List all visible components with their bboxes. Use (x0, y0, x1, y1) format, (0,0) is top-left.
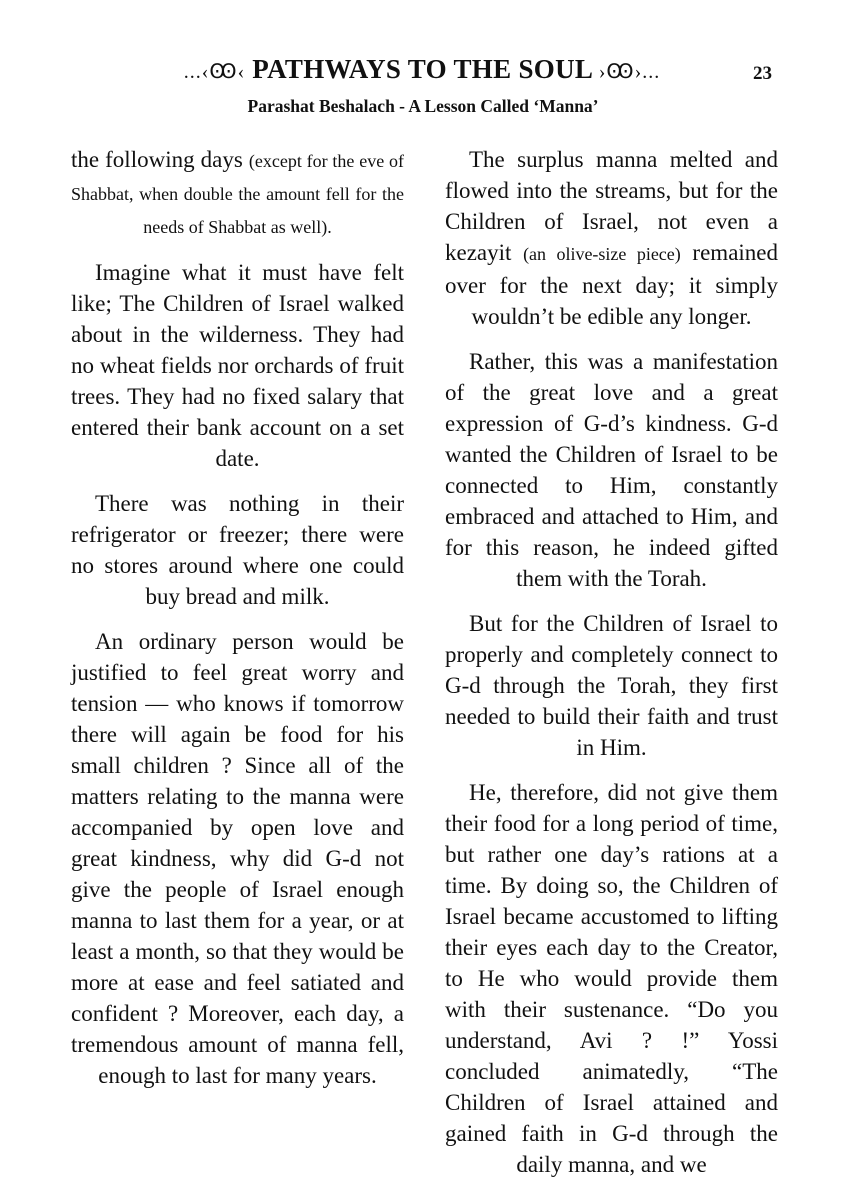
paragraph: There was nothing in their refrigerator or freezer; there were no stores around where one could buy bread and milk. (71, 491, 404, 609)
paragraph-text: The surplus manna melted and flowed into the streams, but for the Children of Israel, not even a kezayit (445, 147, 778, 265)
chapter-subtitle: Parashat Beshalach - A Lesson Called ‘Manna’ (247, 96, 599, 116)
paragraph: But for the Children of Israel to properly and completely connect to G-d through the Torah, they first needed to build their faith and trust in Him. (445, 611, 778, 760)
paragraph (71, 144, 404, 243)
right-column (445, 144, 778, 1194)
parenthetical-note: (an olive-size piece) (523, 244, 681, 264)
running-header (0, 54, 846, 88)
paragraph-text: remained over for the next day; it simply wouldn’t be edible any longer. (445, 240, 778, 329)
left-column (71, 144, 404, 1105)
ornament-right-icon: ›Ꙭ›... (598, 61, 661, 83)
parenthetical-note: (except for the eve of Shabbat, when double the amount fell for the needs of Shabbat as well). (71, 151, 404, 237)
book-title-text: PATHWAYS TO THE SOUL (252, 54, 592, 84)
paragraph (445, 144, 778, 332)
book-title (132, 54, 712, 85)
paragraph: He, therefore, did not give them their food for a long period of time, but rather one day’s rations at a time. By doing so, the Children of Israel became accustomed to lifting their eyes each day to the Creator, to He who would provide them with their sustenance. “Do you understand, Avi ? !” Yossi concluded animatedly, “The Children of Israel attained and gained faith in G-d through the daily manna, and we (445, 780, 778, 1177)
paragraph: Rather, this was a manifestation of the great love and a great expression of G-d’s kindness. G-d wanted the Children of Israel to be connected to Him, constantly embraced and attached to Him, and for this reason, he indeed gifted them with the Torah. (445, 349, 778, 591)
ornament-left-icon: ...‹Ꙭ‹ (183, 61, 246, 83)
paragraph: An ordinary person would be justified to feel great worry and tension — who knows if tomorrow there will again be food for his small children ? Since all of the matters relating to the manna were accompanied by open love and great kindness, why did G-d not give the people of Israel enough manna to last them for a year, or at least a month, so that they would be more at ease and feel satiated and confident ? Moreover, each day, a tremendous amount of manna fell, enough to last for many years. (71, 629, 404, 1088)
page-number: 23 (753, 63, 772, 84)
paragraph: Imagine what it must have felt like; The Children of Israel walked about in the wilderness. They had no wheat fields nor orchards of fruit trees. They had no fixed salary that entered their bank account on a set date. (71, 260, 404, 471)
paragraph-text: the following days (71, 147, 249, 172)
